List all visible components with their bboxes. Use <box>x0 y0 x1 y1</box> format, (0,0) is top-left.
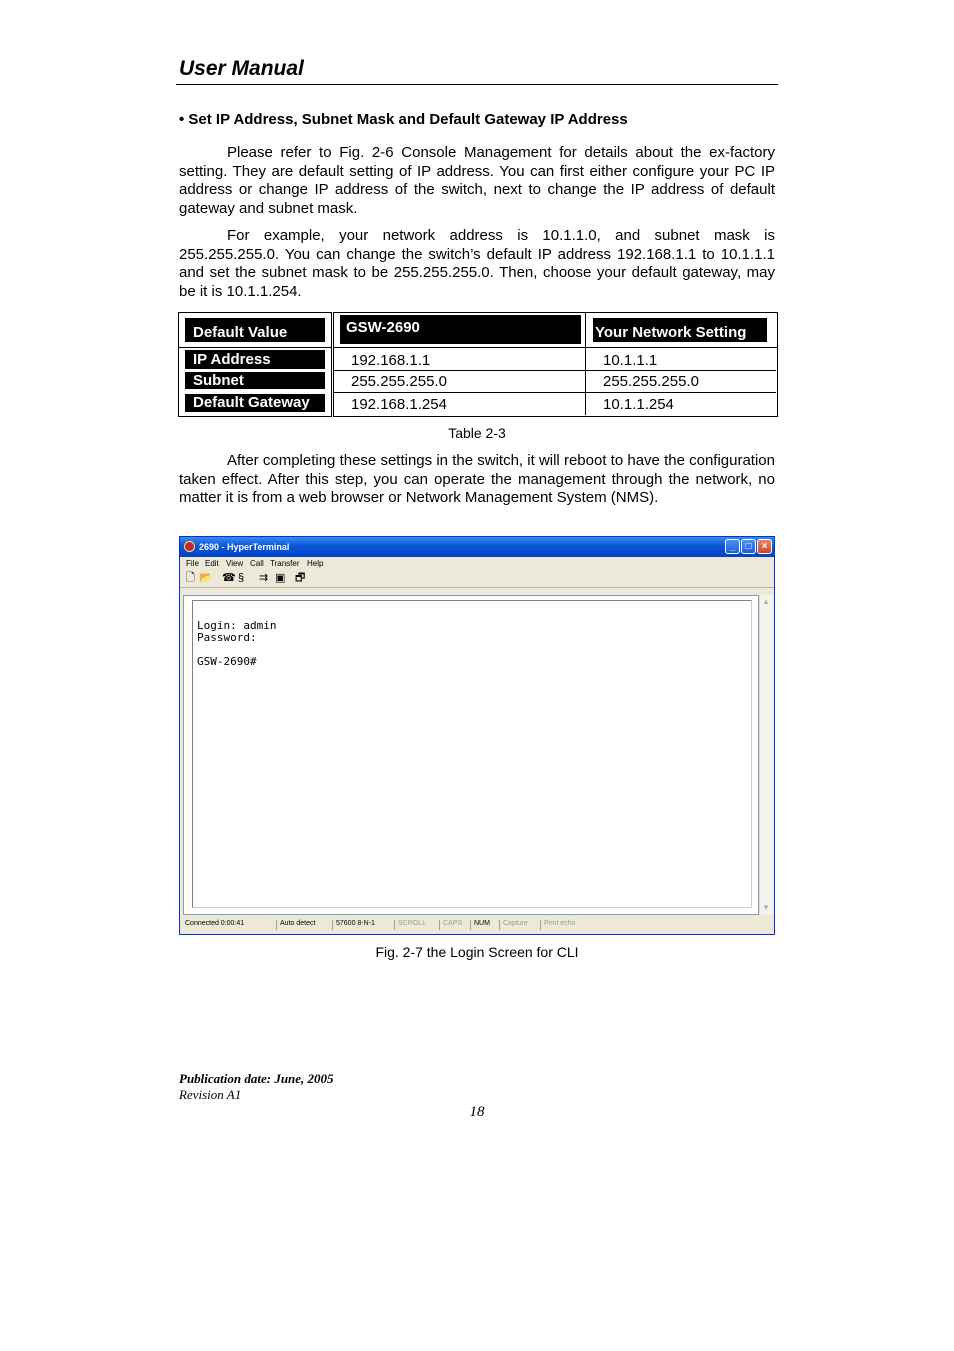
table-caption: Table 2-3 <box>448 425 506 441</box>
header-cell-default-value <box>178 312 332 349</box>
header-rule <box>176 84 778 85</box>
subnet-your-value: 255.255.255.0 <box>603 373 699 390</box>
ip-your-value: 10.1.1.1 <box>603 352 658 369</box>
section-heading: • Set IP Address, Subnet Mask and Default Gateway IP Address <box>179 111 628 128</box>
header-title: User Manual <box>179 57 304 80</box>
status-connected: Connected 0:00:41 <box>185 920 245 927</box>
status-baud: 57600 8-N-1 <box>332 920 375 930</box>
status-scroll: SCROLL <box>394 920 426 930</box>
toolbar <box>180 570 774 588</box>
scroll-up-icon[interactable]: ▲ <box>762 597 770 606</box>
menu-file[interactable]: File <box>186 559 199 568</box>
send-icon[interactable]: ⇉ <box>259 572 269 584</box>
menu-transfer[interactable]: Transfer <box>270 559 300 568</box>
figure-caption: Fig. 2-7 the Login Screen for CLI <box>375 944 579 960</box>
disconnect-icon[interactable]: § <box>238 572 245 584</box>
menu-view[interactable]: View <box>226 559 244 568</box>
menu-help[interactable]: Help <box>307 559 324 568</box>
status-print-echo: Print echo <box>540 920 576 930</box>
terminal-screen[interactable] <box>192 600 752 908</box>
gateway-your-value: 10.1.1.254 <box>603 396 674 413</box>
terminal-line-prompt: GSW-2690# <box>197 655 257 668</box>
paragraph-1: Please refer to Fig. 2-6 Console Management for details about the ex-factory setting. They are default setting of IP address. You can first either configure your PC IP address or change IP address of the switch, next to change the IP address of default gateway and subnet mask. <box>179 144 775 217</box>
header-your-network-setting: Your Network Setting <box>593 318 767 342</box>
properties-icon[interactable]: 🗗 <box>295 572 306 584</box>
maximize-icon[interactable]: □ <box>741 539 756 554</box>
status-num: NUM <box>470 920 490 930</box>
status-bar <box>180 917 774 933</box>
publication-date: Publication date: June, 2005 <box>179 1071 334 1086</box>
row-divider-1 <box>333 370 776 371</box>
window-titlebar[interactable] <box>180 537 774 557</box>
ip-default-value: 192.168.1.1 <box>351 352 431 369</box>
menu-bar <box>180 557 774 570</box>
open-folder-icon[interactable]: 📂 <box>199 572 213 584</box>
column-divider <box>585 347 586 415</box>
terminal-line-password: Password: <box>197 631 257 644</box>
subnet-default-value: 255.255.255.0 <box>351 373 447 390</box>
header-cell-your-setting <box>585 312 778 349</box>
terminal-area[interactable] <box>183 595 759 915</box>
label-subnet: Subnet <box>185 372 325 389</box>
row-divider-2 <box>333 392 776 393</box>
paragraph-3: After completing these settings in the switch, it will reboot to have the configuration taken effect. After this step, you can operate the management through the network, no matter it is from a web browser or Network Management System (NMS). <box>179 452 775 506</box>
page-number: 18 <box>469 1104 485 1120</box>
new-file-icon[interactable]: 🗋 <box>186 572 195 584</box>
label-ip-address: IP Address <box>185 350 325 369</box>
revision: Revision A1 <box>179 1087 242 1102</box>
row-labels-cell <box>178 347 332 417</box>
gateway-default-value: 192.168.1.254 <box>351 396 447 413</box>
menu-edit[interactable]: Edit <box>205 559 219 568</box>
receive-icon[interactable]: ▣ <box>275 572 286 584</box>
minimize-icon[interactable]: _ <box>725 539 740 554</box>
vertical-scrollbar[interactable] <box>759 595 773 915</box>
settings-table <box>178 312 777 415</box>
close-icon[interactable]: × <box>757 539 772 554</box>
dial-icon[interactable]: ☎ <box>222 572 236 584</box>
status-autodetect: Auto detect <box>276 920 315 930</box>
status-capture: Capture <box>499 920 528 930</box>
header-gsw-2690: GSW-2690 <box>340 315 581 344</box>
window-title: 2690 - HyperTerminal <box>199 542 290 552</box>
paragraph-2: For example, your network address is 10.1.1.0, and subnet mask is 255.255.255.0. You can change the switch’s default IP address 192.168.1.1 to 10.1.1.1 and set the subnet mask to be 255.255.255.0. Then, choose your default gateway, may be it is 10.1.1.254. <box>179 227 775 300</box>
terminal-line-login: Login: admin <box>197 619 277 632</box>
scroll-down-icon[interactable]: ▼ <box>762 903 770 912</box>
menu-call[interactable]: Call <box>250 559 264 568</box>
label-default-gateway: Default Gateway <box>185 394 325 412</box>
header-cell-gsw <box>333 312 586 349</box>
status-caps: CAPS <box>439 920 462 930</box>
hyperterminal-icon <box>184 541 195 552</box>
hyperterminal-window <box>179 536 775 935</box>
header-default-value: Default Value <box>185 318 325 342</box>
